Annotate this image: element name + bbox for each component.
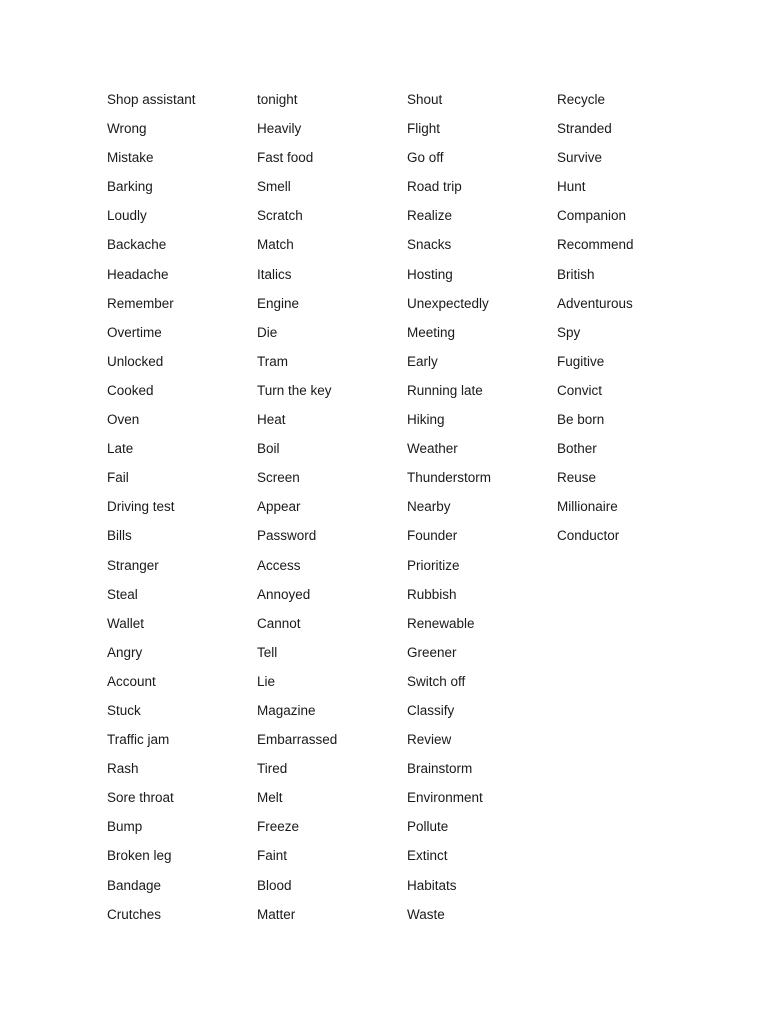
word-item: Shop assistant bbox=[107, 92, 196, 107]
word-item: Screen bbox=[257, 470, 300, 486]
word-item: Hunt bbox=[557, 179, 586, 195]
word-column-3 bbox=[407, 90, 557, 934]
word-item: Driving test bbox=[107, 499, 175, 515]
word-item: Convict bbox=[557, 382, 603, 398]
word-item: Angry bbox=[107, 644, 143, 660]
word-item: Boil bbox=[257, 441, 280, 457]
word-item: Lie bbox=[257, 673, 276, 689]
word-item: Recycle bbox=[557, 92, 606, 107]
word-item: Recommend bbox=[557, 237, 634, 253]
word-item: Waste bbox=[407, 906, 445, 922]
word-item: Running late bbox=[407, 382, 483, 398]
word-item: Embarrassed bbox=[257, 732, 338, 748]
word-item: Cannot bbox=[257, 615, 301, 631]
word-item: Crutches bbox=[107, 906, 162, 922]
word-item: Habitats bbox=[407, 877, 457, 893]
word-item: Renewable bbox=[407, 615, 475, 631]
word-item: Broken leg bbox=[107, 848, 172, 864]
word-item: Flight bbox=[407, 121, 441, 137]
word-item: Headache bbox=[107, 266, 169, 282]
word-item: Thunderstorm bbox=[407, 470, 492, 486]
word-item: Loudly bbox=[107, 208, 147, 224]
word-item: Late bbox=[107, 441, 134, 457]
word-item: Review bbox=[407, 732, 452, 748]
word-item: Bills bbox=[107, 528, 132, 544]
word-item: Steal bbox=[107, 586, 138, 602]
word-item: Mistake bbox=[107, 150, 154, 166]
word-item: Tell bbox=[257, 644, 278, 660]
word-item: Road trip bbox=[407, 179, 462, 195]
word-item: Magazine bbox=[257, 702, 316, 718]
word-item: Companion bbox=[557, 208, 627, 224]
word-item: Cooked bbox=[107, 382, 154, 398]
word-item: Millionaire bbox=[557, 499, 618, 515]
word-item: Unlocked bbox=[107, 353, 164, 369]
word-item: Greener bbox=[407, 644, 457, 660]
word-item: Heavily bbox=[257, 121, 302, 137]
word-item: tonight bbox=[257, 92, 298, 107]
word-item: Access bbox=[257, 557, 301, 573]
word-item: Rubbish bbox=[407, 586, 457, 602]
word-item: Rash bbox=[107, 761, 139, 777]
word-item: Prioritize bbox=[407, 557, 460, 573]
word-item: Switch off bbox=[407, 673, 466, 689]
word-item: Wrong bbox=[107, 121, 147, 137]
word-item: Early bbox=[407, 353, 438, 369]
word-item: Annoyed bbox=[257, 586, 311, 602]
word-item: Tired bbox=[257, 761, 288, 777]
word-item: Environment bbox=[407, 790, 483, 806]
word-item: Sore throat bbox=[107, 790, 174, 806]
word-item: Stranded bbox=[557, 121, 612, 137]
word-item: Heat bbox=[257, 412, 286, 428]
word-item: Pollute bbox=[407, 819, 449, 835]
word-item: Account bbox=[107, 673, 156, 689]
word-item: Shout bbox=[407, 92, 443, 107]
word-item: Match bbox=[257, 237, 294, 253]
word-item: Overtime bbox=[107, 324, 162, 340]
word-column-2 bbox=[257, 90, 407, 934]
word-item: Remember bbox=[107, 295, 174, 311]
word-item: Fail bbox=[107, 470, 129, 486]
word-item: Hosting bbox=[407, 266, 453, 282]
word-item: Hiking bbox=[407, 412, 445, 428]
word-item: Blood bbox=[257, 877, 292, 893]
word-item: Fugitive bbox=[557, 353, 605, 369]
word-item: Stranger bbox=[107, 557, 159, 573]
word-item: Classify bbox=[407, 702, 455, 718]
word-item: Extinct bbox=[407, 848, 448, 864]
word-item: Nearby bbox=[407, 499, 451, 515]
word-item: Faint bbox=[257, 848, 288, 864]
word-item: Wallet bbox=[107, 615, 145, 631]
word-item: Realize bbox=[407, 208, 453, 224]
word-item: Meeting bbox=[407, 324, 456, 340]
word-item: Survive bbox=[557, 150, 603, 166]
word-item: Brainstorm bbox=[407, 761, 473, 777]
word-item: British bbox=[557, 266, 595, 282]
word-item: Fast food bbox=[257, 150, 314, 166]
word-item: Tram bbox=[257, 353, 288, 369]
word-item: Conductor bbox=[557, 528, 620, 544]
word-item: Turn the key bbox=[257, 382, 332, 398]
word-column-1 bbox=[107, 90, 257, 934]
word-item: Stuck bbox=[107, 702, 141, 718]
word-item: Backache bbox=[107, 237, 167, 253]
word-item: Password bbox=[257, 528, 317, 544]
word-item: Melt bbox=[257, 790, 283, 806]
word-item: Bandage bbox=[107, 877, 162, 893]
word-item: Appear bbox=[257, 499, 301, 515]
word-column-4 bbox=[557, 90, 707, 556]
word-item: Adventurous bbox=[557, 295, 633, 311]
word-item: Be born bbox=[557, 412, 605, 428]
word-item: Die bbox=[257, 324, 278, 340]
word-item: Bump bbox=[107, 819, 143, 835]
word-item: Weather bbox=[407, 441, 458, 457]
word-item: Oven bbox=[107, 412, 140, 428]
word-item: Snacks bbox=[407, 237, 452, 253]
word-item: Freeze bbox=[257, 819, 300, 835]
word-item: Traffic jam bbox=[107, 732, 170, 748]
word-item: Bother bbox=[557, 441, 597, 457]
word-item: Founder bbox=[407, 528, 458, 544]
word-item: Go off bbox=[407, 150, 444, 166]
word-item: Engine bbox=[257, 295, 300, 311]
word-item: Spy bbox=[557, 324, 581, 340]
word-item: Barking bbox=[107, 179, 153, 195]
word-item: Reuse bbox=[557, 470, 597, 486]
word-item: Italics bbox=[257, 266, 292, 282]
word-item: Unexpectedly bbox=[407, 295, 489, 311]
word-item: Scratch bbox=[257, 208, 303, 224]
word-item: Smell bbox=[257, 179, 291, 195]
word-item: Matter bbox=[257, 906, 296, 922]
